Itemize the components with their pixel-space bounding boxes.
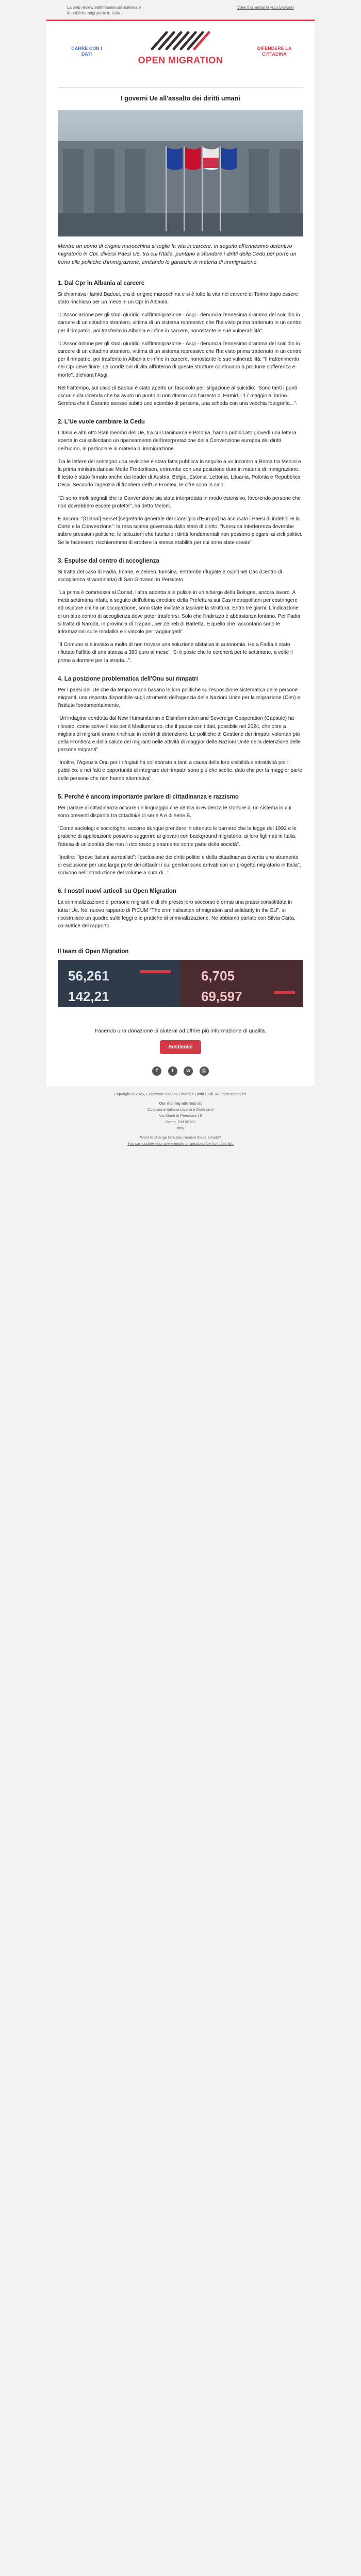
paragraph: Si chiamava Hamid Badoui, era di origine marocchina e si è tolto la vita nel carcere di Torino dopo essere stato rinchiuso per un mese in un Cpr in Albania. bbox=[58, 291, 298, 306]
section-6 bbox=[46, 888, 315, 930]
logo-mark-icon bbox=[142, 28, 219, 52]
paragraph: Per i paesi dell'Ue che da tempo erano basano le loro politiche sull'esposizione sistematica delle persone migranti, una risposta disponibile sugli strumenti dell'agenzia delle Nazioni Unite per la migrazione (Oim) e, l'istituto fondamentalmente. bbox=[58, 687, 302, 709]
view-in-browser-link[interactable]: View this email in your browser bbox=[237, 5, 294, 10]
section-heading: 6. I nostri nuovi articoli su Open Migration bbox=[58, 888, 177, 895]
stats-banner bbox=[58, 960, 303, 1007]
paragraph: "Ci sono molti segnali che la Convenzione sia stata interpretata in modo estensivo, favorendo persone che non dovrebbero essere protette", ha detto Meloni. bbox=[58, 495, 301, 509]
preheader-text: La web review settimanale sul sistema e le politiche migratorie in Italia bbox=[67, 5, 141, 15]
intro-caption: Mentre un uomo di origine marocchina si toglie la vita in carcere, in seguito all'ennesimo detentivo migratorio in Cpr, diversi Paesi Ue, tra cui l'Italia, puntano a sfondare i diritti della Cedu per porre un freno alle politiche d'immigrazione, limitando le garanzie in materia di immigrazione. bbox=[58, 243, 297, 266]
email-container bbox=[46, 20, 315, 1087]
section-3 bbox=[46, 558, 315, 665]
header bbox=[46, 20, 315, 87]
logo[interactable] bbox=[134, 28, 227, 66]
address-line: Italy bbox=[177, 1126, 184, 1131]
copyright: Copyright © 2025, Coalizione Italiana Libertà e Diritti Civili. All rights reserved. bbox=[113, 1092, 248, 1097]
mailing-label: Our mailing address is: bbox=[159, 1101, 202, 1106]
paragraph: L'Italia e altri otto Stati membri dell'Ue, tra cui Danimarca e Polonia, hanno pubblicato giovedì una lettera aperta in cui sollecitano un ripensamento dell'interpretazione della Convenzione europea dei diritti dell'uomo, in particolare in materia di immigrazione. bbox=[58, 430, 297, 452]
donation-cta bbox=[46, 1016, 315, 1060]
section-heading: 5. Perché è ancora importante parlare di cittadinanza e razzismo bbox=[58, 793, 239, 800]
paragraph: Tra le lettere del sostegno una revisione è stata fatta pubblica in seguito a un incontro a Roma tra Meloni e la prima ministra danese Mette Frederiksen, entrambe con una posizione dura in materia di immigrazione. Il testo è stato firmato anche dai leader di Austria, Belgio, Estonia, Lettonia, Lituania, Polonia e Repubblica Ceca. Secondo l'agenzia di frontiera dell'Ue Frontex, le cifre sono in calo. bbox=[58, 459, 301, 488]
hero-image bbox=[58, 110, 303, 236]
header-left-label: CARRE CON I DATI bbox=[71, 45, 102, 57]
paragraph: "L'Associazione per gli studi giuridici sull'immigrazione - Asgi - denuncia l'ennesimo dramma del suicidio in carcere di un cittadino straniero, vittima di un sistema repressivo che l'ha visto prima trattenuto in un centro per il rimpatrio, poi trasferito in Albania e infine in carcere, nonostante le sue vulnerabilità: "Il trattenimento nei Cpr deve finire. Le condizioni di vita all'interno di queste strutture continuano a produrre sofferenza e morte", dichiara l'Asgi. bbox=[58, 341, 302, 378]
twitter-icon[interactable]: t bbox=[168, 1066, 177, 1076]
team-heading: Il team di Open Migration bbox=[58, 948, 129, 955]
paragraph: "Un'indagine condotta dal New Humanitarian e Disinformation and Sovereign Cooperation (Capsule) ha rilevato, come scrive il sito per il Mediterraneo, che il paese con i dati, possibile nel 2024, che oltre a migliaia di migranti erano rinchiusi in centri di detenzione. Le politiche di Gestione dei rimpatri volontari più della Frontiera e della salute dei migranti nelle attività di maggior delle Nazioni Unite nella detenzione delle persone migranti". bbox=[58, 716, 301, 753]
header-right-label: DIFENDERE LA CITTADINA bbox=[257, 45, 292, 57]
paragraph: E ancora: "[Gianni] Berset [segretario generale del Consiglio d'Europa] ha accusato i Paesi di indebolire la Corte e la Convenzione": la resa scarsa governata dallo stato di diritto. "Nessuna interferenza dovrebbe subire pressioni politiche, le istituzioni che tutelano i diritti fondamentali non possono piegarsi ai cicli politici. Se le facessero, rischieremmo di erodere la stessa stabilità per cui sono state create". bbox=[58, 516, 303, 546]
preheader bbox=[0, 0, 361, 20]
update-preferences-link[interactable]: You can update your preferences or unsubscribe from this list. bbox=[127, 1141, 234, 1146]
paragraph: "Inoltre: "Iprove Italiani surrealisti": l'esclusione dei diritti politici e della cittadinanza diventa uno strumento di esclusione per una larga parte dei cittadini i cui genitori sono arrivati con un progetto migratorio in Italia", scrivono nell'introduzione del volume a cura di...". bbox=[58, 854, 301, 876]
cta-text: Facendo una donazione ci aiuterai ad offrire più informazione di qualità. bbox=[94, 1028, 267, 1035]
paragraph: "Come sociologi e sociologhe, occorre dunque prendere in ottenuto le barriere che la legge del 1992 e le pratiche di applicazione possono suggerire ai giovani con background migratorio, ai loro figli nati in Italia, l'attesa di un'identità che non li riconosce pienamente come parte della società". bbox=[58, 826, 297, 848]
paragraph: Per parlare di cittadinanza occorre un linguaggio che rientra in evidenza le storture di un sistema in cui sono presenti disparità tra cittadini/e di serie A e di serie B. bbox=[58, 805, 292, 819]
newsletter-title: I governi Ue all'assalto dei diritti umani bbox=[121, 94, 240, 102]
section-5 bbox=[46, 794, 315, 877]
address-line: Roma, RM 00157 bbox=[165, 1120, 196, 1125]
stat-value: 69,597 bbox=[201, 989, 242, 1005]
paragraph: "La prima è commessa al Conad, l'altra addetta alle pulizie in un albergo della Bologna, ancora lavoro. A metà settimana infatti, a seguito dell'ultima circolare della Prefettura sui Cas metropolitani per costringere ad ospitare chi ha un'occupazione, sono state invitate a lasciare la struttura. Entro tre giorni. L'indicazione di un altro centro di accoglienza dove poter trasferirsi. Solo che l'indirizzo è abbastanza lontano. Per Fadia si tratta di Naroda, in provincia di Trapani, per Zeineb di Barletta. E quello che raccontano sono le informazioni sulle modalità e il vincolo per raggiungerli". bbox=[58, 590, 300, 635]
section-heading: 2. L'Ue vuole cambiare la Cedu bbox=[58, 419, 145, 426]
paragraph: "Inoltre, l'Agenzia Onu per i rifugiati ha collaborato a tanti a causa della loro visibilità e attrattività per il pubblico, e nei fatti e opportunità di integrare dei rimpatri sono più che scelte, dato che per la maggior parte delle persone che non hanno alternativa". bbox=[58, 760, 303, 782]
section-1 bbox=[46, 280, 315, 408]
section-heading: 3. Espulse dal centro di accoglienza bbox=[58, 557, 159, 564]
social-links bbox=[46, 1060, 315, 1079]
section-2 bbox=[46, 419, 315, 546]
paragraph: Nel frattempo, sul caso di Badoui è stato aperto un fascicolo per istigazione al suicidio: "Sono tanti i punti oscuri sulla vicenda che ha avuto un punto di non ritorno con l'arresto di Hamid il 17 maggio a Torino. Sembra che il Garante avesse subito uno scambio di persona, una scheda con una vecchia fotografia...". bbox=[58, 385, 298, 407]
stat-value: 6,705 bbox=[201, 968, 235, 984]
address-line: Coalizione Italiana Libertà e Diritti civili bbox=[147, 1107, 214, 1112]
brand-name: OPEN MIGRATION bbox=[138, 55, 223, 65]
paragraph: Si tratta del caso di Fadia, Imane, e Zeineb, tunisina, entrambe rifugiate e ospiti nel Cas (Centro di accoglienza straordinaria) di San Giovanni in Persiceto. bbox=[58, 569, 282, 583]
email-icon[interactable]: @ bbox=[200, 1066, 209, 1076]
donate-button[interactable]: Sostienici bbox=[160, 1040, 201, 1054]
address-line: Via Monti di Pietralata 16 bbox=[159, 1113, 202, 1118]
team-banner-image[interactable] bbox=[58, 960, 303, 1007]
paragraph: "L'Associazione per gli studi giuridici sull'immigrazione - Asgi - denuncia l'ennesima dramma del suicidio in carcere di un cittadino straniero, vittima di un sistema repressivo che l'ha visto prima trattenuto in un centro per il rimpatrio, poi trasferito in Albania e infine in carcere, nonostante le sue vulnerabilità". bbox=[58, 312, 302, 334]
section-heading: 1. Dal Cpr in Albania al carcere bbox=[58, 280, 145, 286]
eu-flags-photo bbox=[58, 110, 303, 236]
paragraph: "Il Comune si è inviato a molto di non trovare una soluzione abitativa in autonomia. Ha a Fadia è stato rifiutato l'affitto di una stanza a 380 euro al mese". Si è poste che lo cercherà per le settimane, a volte il primo a dormire per la strada...". bbox=[58, 642, 293, 664]
preferences-text: Want to change how you receive these emails? bbox=[140, 1135, 221, 1140]
section-4 bbox=[46, 676, 315, 783]
stat-value: 142,21 bbox=[68, 989, 109, 1005]
footer bbox=[0, 1086, 361, 1153]
facebook-icon[interactable]: f bbox=[152, 1066, 161, 1076]
team-block bbox=[46, 935, 315, 1016]
section-heading: 4. La posizione problematica dell'Onu sui rimpatri bbox=[58, 675, 198, 682]
website-icon[interactable]: w bbox=[184, 1066, 193, 1076]
stat-value: 56,261 bbox=[68, 968, 109, 984]
paragraph: La criminalizzazione di persone migranti e di chi presta loro soccorso è ormai una prassi consolidata in tutta l'Ue. Nel nuovo rapporto di PICUM "The criminalisation of migration and solidarity in the EU", si ricostruisce un quadro sulle leggi e le pratiche di criminalizzazione. Ne abbiamo parlato con Silvia Carta, co-autrice del rapporto. bbox=[58, 900, 296, 929]
